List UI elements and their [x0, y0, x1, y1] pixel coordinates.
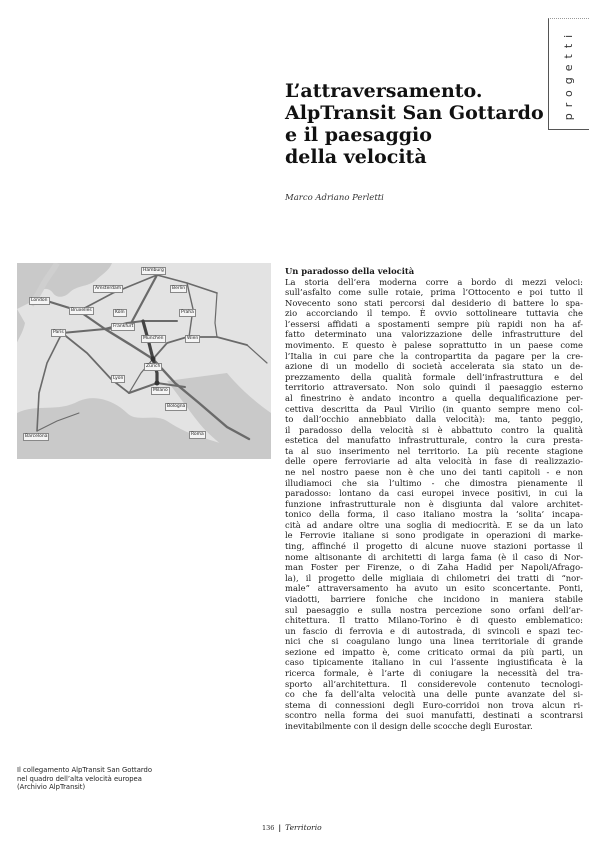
body-line: azione di un modello di società accelerata sia stato un de-: [285, 361, 583, 372]
body-line: prezzamento della qualità formale dell’infrastruttura e del: [285, 371, 583, 382]
title-line: e il paesaggio: [285, 124, 432, 146]
body-line: male” attraversamento ha avuto un esito sconcertante. Ponti,: [285, 583, 583, 594]
body-line: La storia dell’era moderna corre a bordo di mezzi veloci:: [285, 276, 583, 287]
figure-caption: [17, 766, 217, 792]
body-line: ta al suo inserimento nel territorio. La più recente stagione: [285, 445, 583, 456]
section-tab: [548, 18, 589, 130]
page-footer: [262, 823, 322, 832]
article-title: [285, 80, 544, 168]
body-line: sul paesaggio e sulla nostra percezione sono orfani dell’ar-: [285, 604, 583, 615]
body-line: nome altisonante di architetti di larga fama (è il caso di Nor-: [285, 551, 583, 562]
body-line: co che fa dell’alta velocità una delle punte avanzate del si-: [285, 689, 583, 700]
map-graphic: [17, 263, 271, 459]
body-line: cità ad andare oltre una soglia di mediocrità. E se da un lato: [285, 519, 583, 530]
body-line: illudiamoci che sia l’ultimo - che dimostra pienamente il: [285, 477, 583, 488]
body-line: stema di connessioni degli Euro-corridoi non trova alcun ri-: [285, 699, 583, 710]
body-line: l’Italia in cui pare che la contropartita da pagare per la cre-: [285, 350, 583, 361]
body-line: il paradosso della velocità si è abbattuto contro la qualità: [285, 424, 583, 435]
body-line: al finestrino è andato incontro a quella dequalificazione per-: [285, 392, 583, 403]
body-line: ne nel nostro paese non è che uno dei tanti capitoli - e non: [285, 467, 583, 477]
body-line: la), il progetto delle migliaia di chilometri dei tratti di “nor-: [285, 572, 583, 583]
map-label-paris: Paris: [53, 330, 64, 335]
zurich-node: [151, 357, 156, 362]
map-label-milano: Milano: [153, 388, 168, 393]
journal-name: Territorio: [285, 823, 322, 832]
body-line: sporto all’architettura. Il considerevole contenuto tecnologi-: [285, 678, 583, 689]
body-line: le Ferrovie italiane si sono prodigate in operazioni di marke-: [285, 530, 583, 541]
body-line: sull’asfalto come sulle rotaie, prima l’Ottocento e poi tutto il: [285, 287, 583, 298]
body-line: ting, affinché il progetto di alcune nuove stazioni portasse il: [285, 541, 583, 552]
body-line: ricerca formale, è l’arte di coniugare la necessità del tra-: [285, 667, 583, 678]
map-label-zuerich: Zürich: [146, 364, 161, 369]
body-line: caso tipicamente italiano in cui l’assente ingiustificata è la: [285, 657, 583, 668]
body-line: zio accorciando il tempo. È ovvio sottolineare tuttavia che: [285, 308, 583, 319]
body-line: l’essersi affidati a spostamenti sempre più rapidi non ha af-: [285, 318, 583, 329]
title-line: L’attraversamento.: [285, 80, 483, 102]
map-label-bologna: Bologna: [167, 404, 186, 409]
map-label-frankfurt: Frankfurt: [113, 324, 134, 329]
body-line: paradosso: lontano da casi europei invece positivi, in cui la: [285, 488, 583, 499]
map-label-bruxelles: Bruxelles: [71, 308, 92, 313]
map-label-koeln: Köln: [115, 310, 125, 315]
author-name: Marco Adriano Perletti: [285, 193, 384, 203]
page-number: 136: [262, 823, 275, 832]
caption-line: nel quadro dell’alta velocità europea: [17, 774, 142, 783]
body-line: scontro nella forma dei suoi manufatti, destinati a scontrarsi: [285, 710, 583, 721]
milano-node: [155, 381, 160, 386]
map-label-berlin: Berlin: [172, 286, 186, 291]
body-line: fatto determinato una valorizzazione delle infrastrutture del: [285, 329, 583, 340]
map-label-amsterdam: Amsterdam: [95, 286, 122, 291]
body-line: Novecento sono stati percorsi dal desiderio di battere lo spa-: [285, 297, 583, 308]
map-label-barcelona: Barcelona: [25, 434, 48, 439]
body-line: nici che si coagulano lungo una linea territoriale di grande: [285, 636, 583, 647]
body-line: tonico della forma, il caso italiano mostra la ‘solita’ incapa-: [285, 509, 583, 520]
body-line: man Foster per Firenze, o di Zaha Hadid per Napoli/Afrago-: [285, 562, 583, 573]
section-heading: Un paradosso della velocità: [285, 266, 415, 276]
body-line: territorio attraversato. Non solo quindi il paesaggio esterno: [285, 382, 583, 393]
body-line: estetica del manufatto infrastrutturale, contro la cura presta-: [285, 435, 583, 446]
section-tab-label: progetti: [562, 28, 576, 120]
map-label-roma: Roma: [191, 432, 204, 437]
body-line: to dall’occhio annebbiato dalla velocità): ma, tanto peggio,: [285, 414, 583, 425]
caption-line: (Archivio AlpTransit): [17, 783, 86, 791]
body-text: [285, 277, 583, 732]
body-line: un fascio di ferrovia e di autostrada, di svincoli e spazi tec-: [285, 625, 583, 636]
body-line: movimento. E questo è palese soprattutto in un paese come: [285, 340, 583, 351]
map-label-wien: Wien: [187, 336, 199, 341]
map-label-muenchen: München: [143, 336, 164, 341]
title-line: della velocità: [285, 146, 427, 168]
article-body: [285, 266, 583, 731]
europe-rail-map: [17, 263, 271, 459]
body-line: funzione infrastrutturale non è disgiunta dal valore architet-: [285, 498, 583, 509]
body-line: chitettura. Il tratto Milano-Torino è di questo emblematico:: [285, 615, 583, 626]
map-label-london: London: [31, 298, 48, 303]
body-line: delle opere ferroviarie ad alta velocità in fase di realizzazio-: [285, 456, 583, 467]
body-line: sezione ed impatto è, come criticato ormai da più parti, un: [285, 646, 583, 657]
map-label-praha: Praha: [181, 310, 194, 315]
map-label-lyon: Lyon: [113, 376, 124, 381]
folio-separator: |: [278, 823, 282, 832]
title-line: AlpTransit San Gottardo: [285, 102, 544, 124]
body-line: cettiva descritta da Paul Virilio (in quanto sempre meno col-: [285, 403, 583, 414]
body-line: inevitabilmente con il design delle scocche degli Eurostar.: [285, 720, 533, 731]
body-line: viadotti, barriere foniche che incidono in maniera stabile: [285, 593, 583, 604]
caption-line: Il collegamento AlpTransit San Gottardo: [17, 766, 153, 774]
map-label-hamburg: Hamburg: [143, 268, 164, 273]
